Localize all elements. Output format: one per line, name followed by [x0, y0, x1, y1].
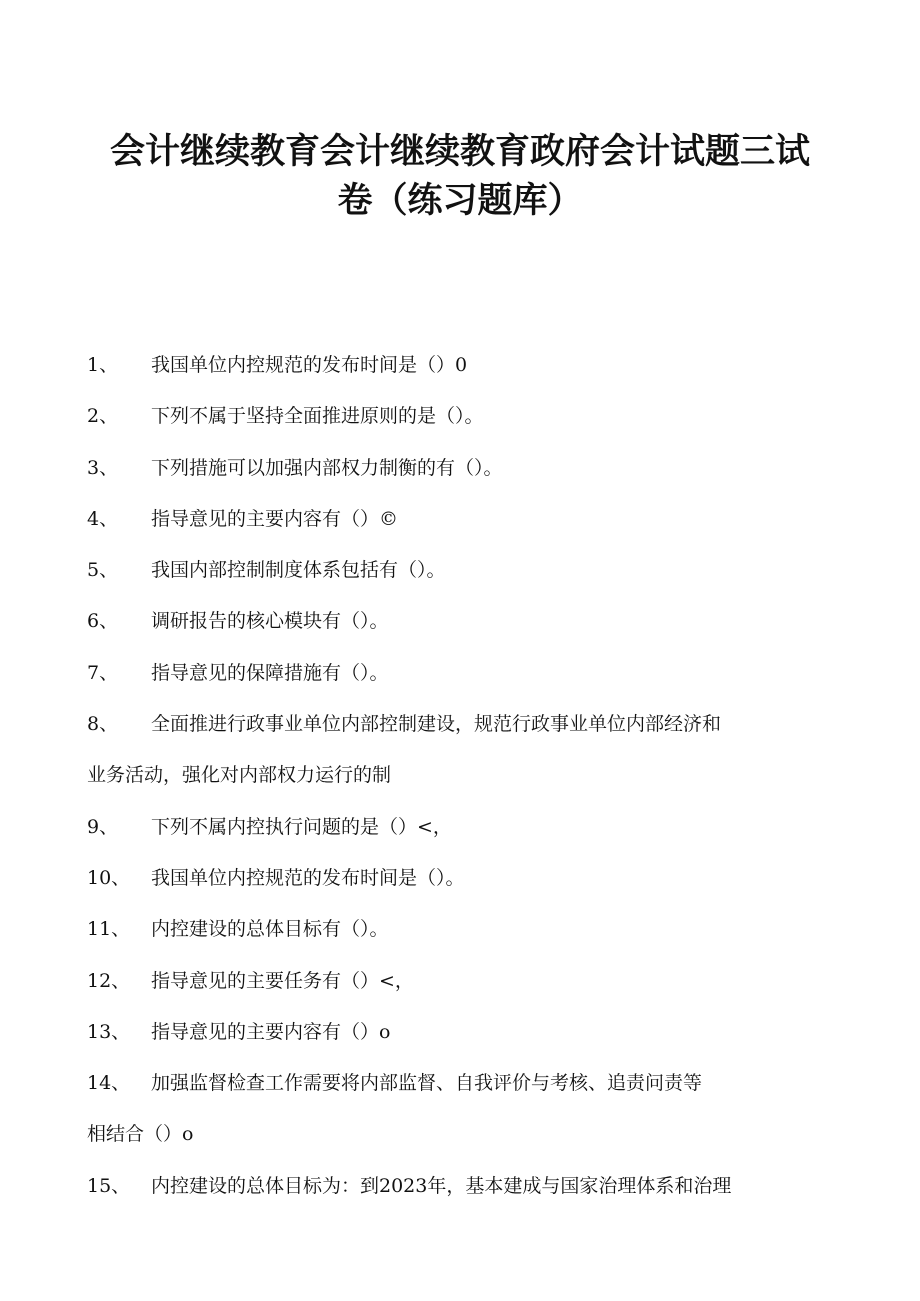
question-item: [87, 1161, 827, 1212]
question-item: [87, 596, 827, 647]
question-text: 加强监督检查工作需要将内部监督、自我评价与考核、追责问责等: [151, 1072, 703, 1095]
question-number: 14、: [87, 1072, 131, 1095]
document-title-line-1: 会计继续教育会计继续教育政府会计试题三试: [109, 132, 810, 172]
question-number: 1、: [87, 354, 119, 376]
question-item: [87, 802, 827, 853]
question-number: 4、: [87, 507, 119, 530]
question-text: 内控建设的总体目标为：到2023年，基本建成与国家治理体系和治理: [151, 1174, 732, 1197]
question-text-continuation: 相结合（）o: [87, 1123, 194, 1146]
question-text: 调研报告的核心模块有（）。: [151, 610, 389, 633]
question-text: 我国内部控制制度体系包括有（）。: [151, 559, 446, 582]
question-text: 全面推进行政事业单位内部控制建设，规范行政事业单位内部经济和: [151, 713, 722, 736]
question-text: 我国单位内控规范的发布时间是（）0: [151, 354, 468, 376]
question-item: [87, 699, 827, 802]
question-text: 下列不属于坚持全面推进原则的是（）。: [151, 405, 484, 428]
question-item: [87, 340, 827, 391]
document-title-line-2: 卷（练习题库）: [337, 181, 583, 221]
question-list: [87, 340, 827, 1212]
question-number: 12、: [87, 969, 131, 992]
question-text: 内控建设的总体目标有（）。: [151, 918, 389, 941]
question-number: 8、: [87, 713, 119, 736]
question-item: [87, 853, 827, 904]
question-number: 5、: [87, 559, 119, 582]
question-text: 指导意见的主要内容有（）©: [151, 507, 399, 530]
question-number: 10、: [87, 866, 131, 889]
question-number: 7、: [87, 661, 119, 684]
question-item: [87, 648, 827, 699]
question-item: [87, 1007, 827, 1058]
question-number: 2、: [87, 405, 119, 428]
question-text: 指导意见的主要任务有（）<，: [151, 969, 414, 992]
question-number: 3、: [87, 456, 119, 479]
question-item: [87, 1058, 827, 1161]
question-number: 6、: [87, 610, 119, 633]
question-text: 下列措施可以加强内部权力制衡的有（）。: [151, 456, 503, 479]
question-number: 13、: [87, 1020, 131, 1043]
question-text: 指导意见的主要内容有（）o: [151, 1020, 391, 1043]
question-text: 我国单位内控规范的发布时间是（）。: [151, 866, 465, 889]
question-text: 指导意见的保障措施有（）。: [151, 661, 389, 684]
question-item: [87, 494, 827, 545]
question-text-continuation: 业务活动，强化对内部权力运行的制: [87, 764, 392, 787]
question-item: [87, 443, 827, 494]
question-item: [87, 391, 827, 442]
question-number: 15、: [87, 1174, 131, 1197]
question-item: [87, 956, 827, 1007]
question-number: 11、: [87, 918, 131, 941]
question-text: 下列不属内控执行问题的是（）<，: [151, 815, 452, 838]
question-number: 9、: [87, 815, 119, 838]
question-item: [87, 545, 827, 596]
question-item: [87, 904, 827, 955]
